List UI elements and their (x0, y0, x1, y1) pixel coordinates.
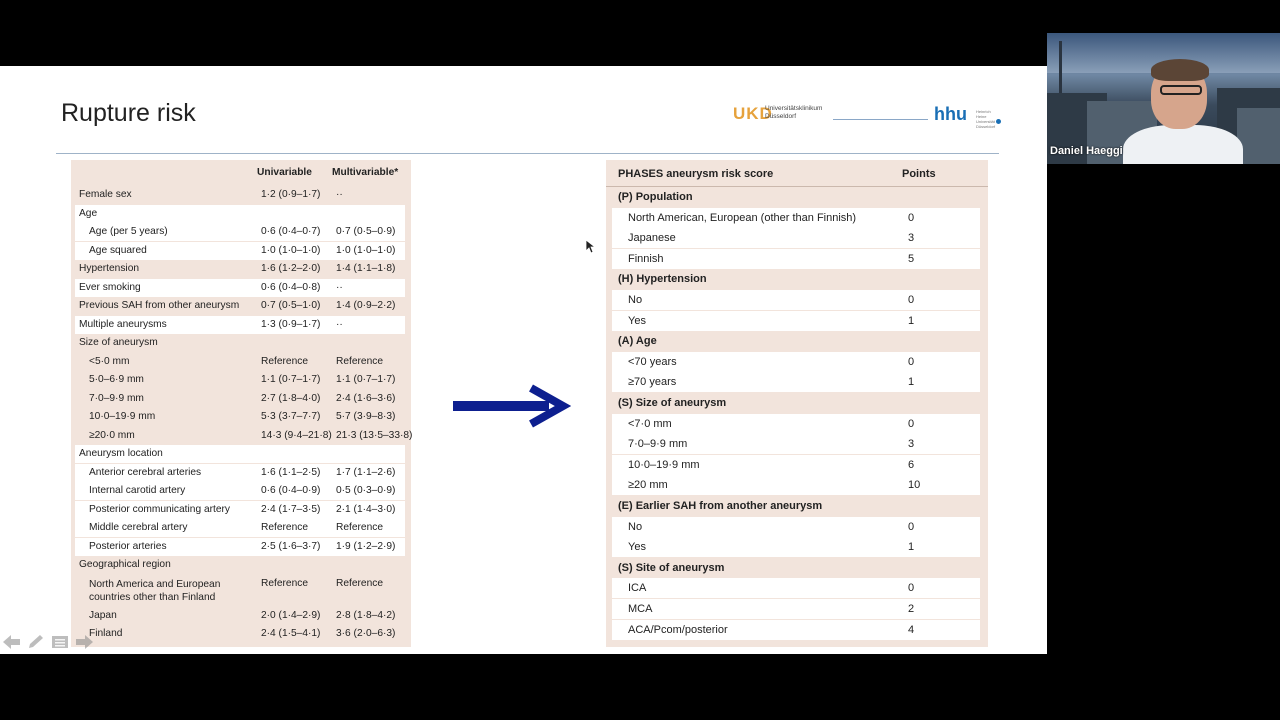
univariable-value: Reference (261, 355, 309, 367)
section-header-row (612, 331, 980, 351)
table-row (75, 501, 405, 519)
univariable-value: 2·0 (1·4–2·9) (261, 609, 321, 621)
table-row (75, 316, 405, 334)
participant-glasses (1160, 85, 1202, 95)
multivariable-value: Reference (336, 577, 384, 589)
phases-score-table (606, 160, 988, 647)
section-header-row (612, 187, 980, 207)
univariable-value: 2·5 (1·6–3·7) (261, 540, 321, 552)
points-value: 1 (908, 376, 915, 389)
ukd-logo-mark: UKD (733, 104, 773, 123)
univariable-value: 5·3 (3·7–7·7) (261, 411, 321, 422)
row-label: Geographical region (79, 559, 171, 570)
table-row (75, 445, 405, 463)
score-row (612, 620, 980, 640)
row-label: Previous SAH from other aneurysm (79, 300, 240, 311)
section-header-row (612, 496, 980, 516)
row-label: Internal carotid artery (89, 485, 186, 496)
row-label: (A) Age (618, 335, 657, 348)
row-label: Female sex (79, 189, 132, 200)
table-row (75, 464, 405, 482)
row-label: 10·0–19·9 mm (89, 411, 156, 422)
univariable-value: 0·7 (0·5–1·0) (261, 300, 321, 311)
score-row (612, 414, 980, 434)
multivariable-value: 21·3 (13·5–33·8) (336, 429, 413, 441)
row-label: Age (per 5 years) (89, 226, 168, 237)
points-value: 0 (908, 355, 915, 368)
ukd-logo-text (765, 105, 822, 121)
row-label: Multiple aneurysms (79, 318, 167, 330)
univariable-value: 0·6 (0·4–0·9) (261, 485, 321, 496)
multivariable-value: 2·8 (1·8–4·2) (336, 609, 396, 621)
univariable-value: 2·4 (1·5–4·1) (261, 628, 321, 639)
row-label: 7·0–9·9 mm (628, 438, 688, 451)
score-row (612, 311, 980, 331)
row-label: Aneurysm location (79, 448, 163, 459)
mouse-cursor-icon (586, 240, 596, 254)
points-value: 2 (908, 603, 915, 615)
points-value: 0 (908, 582, 915, 595)
row-label: No (628, 520, 643, 533)
points-value: 3 (908, 438, 915, 451)
header-multivariable: Multivariable* (332, 167, 399, 178)
hhu-logo-dot (996, 119, 1001, 124)
score-row (612, 578, 980, 598)
univariable-value: 1·6 (1·2–2·0) (261, 263, 321, 274)
univariable-value: 1·6 (1·1–2·5) (261, 466, 321, 478)
points-value: 4 (908, 623, 915, 636)
participant-video-tile[interactable] (1047, 33, 1280, 164)
multivariable-value: 1·4 (0·9–2·2) (336, 300, 396, 311)
univariable-value: 0·6 (0·4–0·7) (261, 226, 321, 237)
univariable-value: Reference (261, 577, 309, 589)
univariable-value: 1·2 (0·9–1·7) (261, 189, 321, 200)
points-value: 0 (908, 294, 915, 306)
participant-hair (1151, 59, 1209, 81)
ukd-logo-line (833, 119, 928, 120)
row-label: Finnish (628, 252, 664, 265)
score-row (612, 517, 980, 537)
score-row (612, 455, 980, 475)
points-value: 5 (908, 252, 915, 265)
section-header-row (612, 269, 980, 289)
univariable-value: 1·1 (0·7–1·7) (261, 374, 321, 385)
row-label: ≥20·0 mm (89, 429, 135, 441)
points-value: 3 (908, 232, 915, 245)
table-header (606, 160, 988, 187)
header-univariable: Univariable (257, 167, 312, 178)
score-row (612, 352, 980, 372)
table-row (75, 575, 405, 607)
multivariable-value: ·· (336, 281, 343, 293)
row-label: (P) Population (618, 191, 693, 203)
row-label: <7·0 mm (628, 417, 672, 430)
univariable-value: 0·6 (0·4–0·8) (261, 281, 321, 293)
row-label: (S) Site of aneurysm (618, 561, 725, 574)
multivariable-value: ·· (336, 318, 343, 330)
row-label: Posterior arteries (89, 540, 167, 552)
score-row (612, 290, 980, 310)
score-row (612, 537, 980, 557)
table-row (75, 482, 405, 500)
table-row (75, 371, 405, 389)
row-label: (S) Size of aneurysm (618, 397, 727, 409)
row-label: 10·0–19·9 mm (628, 458, 700, 471)
table-row (75, 205, 405, 223)
score-row (612, 208, 980, 228)
arrow-right-icon[interactable] (75, 634, 93, 650)
arrow-right-big-icon (453, 384, 571, 428)
row-label: ICA (628, 582, 647, 595)
univariable-value: 1·0 (1·0–1·0) (261, 244, 321, 256)
table-header (71, 160, 411, 185)
row-label: MCA (628, 603, 653, 615)
table-row (75, 427, 413, 445)
row-label: No (628, 294, 643, 306)
hhu-logo-mark: hhu (934, 104, 967, 124)
points-value: 1 (908, 541, 915, 554)
row-label: Anterior cerebral arteries (89, 466, 202, 478)
univariable-multivariable-table (71, 160, 411, 647)
ukd-logo-text-line2: Düsseldorf (765, 113, 797, 120)
multivariable-value: 0·5 (0·3–0·9) (336, 485, 396, 496)
row-label: Size of aneurysm (79, 337, 158, 348)
table-row (75, 390, 405, 408)
multivariable-value: 0·7 (0·5–0·9) (336, 226, 396, 237)
score-row (612, 372, 980, 392)
table-row (75, 242, 405, 260)
multivariable-value: 1·4 (1·1–1·8) (336, 263, 396, 274)
table-row (75, 353, 405, 371)
table-row (75, 607, 405, 625)
video-background-tower (1059, 41, 1062, 101)
slide-navigation-toolbar (3, 634, 93, 650)
row-label: North America and European countries other than Finland (89, 578, 221, 603)
ukd-logo-text-line1: Universitätsklinikum (765, 105, 823, 112)
title-divider (56, 153, 999, 154)
univariable-value: 14·3 (9·4–21·8) (261, 429, 332, 441)
multivariable-value: 2·4 (1·6–3·6) (336, 392, 396, 404)
row-label: <5·0 mm (89, 355, 130, 367)
score-row (612, 228, 980, 248)
row-label: Age (79, 207, 98, 219)
table-row (75, 519, 405, 537)
header-points: Points (902, 168, 936, 180)
section-header-row (612, 558, 980, 578)
points-value: 0 (908, 417, 915, 430)
table-row (75, 223, 405, 241)
row-label: Posterior communicating artery (89, 503, 230, 515)
hhu-logo-text: Heinrich Heine Universität Düsseldorf (976, 109, 996, 129)
video-background-building (1237, 108, 1280, 164)
row-label: (H) Hypertension (618, 273, 707, 286)
row-label: Middle cerebral artery (89, 522, 188, 533)
row-label: Japan (89, 609, 117, 621)
multivariable-value: 1·0 (1·0–1·0) (336, 244, 396, 256)
row-label: ≥20 mm (628, 479, 668, 492)
table-row (75, 260, 405, 278)
multivariable-value: 1·9 (1·2–2·9) (336, 540, 396, 552)
points-value: 6 (908, 458, 915, 471)
row-label: Hypertension (79, 263, 140, 274)
univariable-value: 1·3 (0·9–1·7) (261, 318, 321, 330)
row-label: ≥70 years (628, 376, 677, 389)
points-value: 1 (908, 314, 915, 327)
multivariable-value: 3·6 (2·0–6·3) (336, 628, 396, 639)
arrow-left-icon[interactable] (3, 634, 21, 650)
score-row (612, 249, 980, 269)
table-row (75, 297, 405, 315)
row-label: North American, European (other than Finnish) (628, 211, 857, 224)
row-label: <70 years (628, 355, 677, 368)
points-value: 0 (908, 520, 915, 533)
multivariable-value: Reference (336, 355, 384, 367)
multivariable-value: 5·7 (3·9–8·3) (336, 411, 396, 422)
multivariable-value: 1·1 (0·7–1·7) (336, 374, 396, 385)
multivariable-value: ·· (336, 189, 343, 200)
participant-body (1123, 125, 1243, 164)
multivariable-value: 1·7 (1·1–2·6) (336, 466, 396, 478)
row-label: 5·0–6·9 mm (89, 374, 144, 385)
row-label: Ever smoking (79, 281, 141, 293)
menu-icon[interactable] (51, 634, 69, 650)
presentation-slide (0, 66, 1047, 654)
multivariable-value: Reference (336, 522, 384, 533)
points-value: 0 (908, 211, 915, 224)
row-label: ACA/Pcom/posterior (628, 623, 728, 636)
row-label: Yes (628, 314, 646, 327)
row-label: Finland (89, 628, 123, 639)
row-label: Age squared (89, 244, 147, 256)
row-label: 7·0–9·9 mm (89, 392, 144, 404)
table-row (75, 556, 405, 574)
score-row (612, 599, 980, 619)
table-row (75, 279, 405, 297)
row-label: Japanese (628, 232, 676, 245)
univariable-value: 2·4 (1·7–3·5) (261, 503, 321, 515)
pencil-icon[interactable] (27, 634, 45, 650)
multivariable-value: 2·1 (1·4–3·0) (336, 503, 396, 515)
table-row (75, 408, 405, 426)
hhu-logo (934, 104, 996, 129)
score-row (612, 434, 980, 454)
points-value: 10 (908, 479, 921, 492)
table-row (75, 334, 405, 352)
slide-title: Rupture risk (61, 99, 196, 127)
row-label: Yes (628, 541, 646, 554)
table-row (75, 186, 405, 204)
score-row (612, 475, 980, 495)
table-row (75, 625, 405, 643)
univariable-value: 2·7 (1·8–4·0) (261, 392, 321, 404)
participant-name: Daniel Haeggi (1050, 145, 1123, 157)
row-label: (E) Earlier SAH from another aneurysm (618, 500, 823, 512)
section-header-row (612, 393, 980, 413)
table-row (75, 538, 405, 556)
univariable-value: Reference (261, 522, 309, 533)
header-phases-title: PHASES aneurysm risk score (618, 168, 774, 180)
